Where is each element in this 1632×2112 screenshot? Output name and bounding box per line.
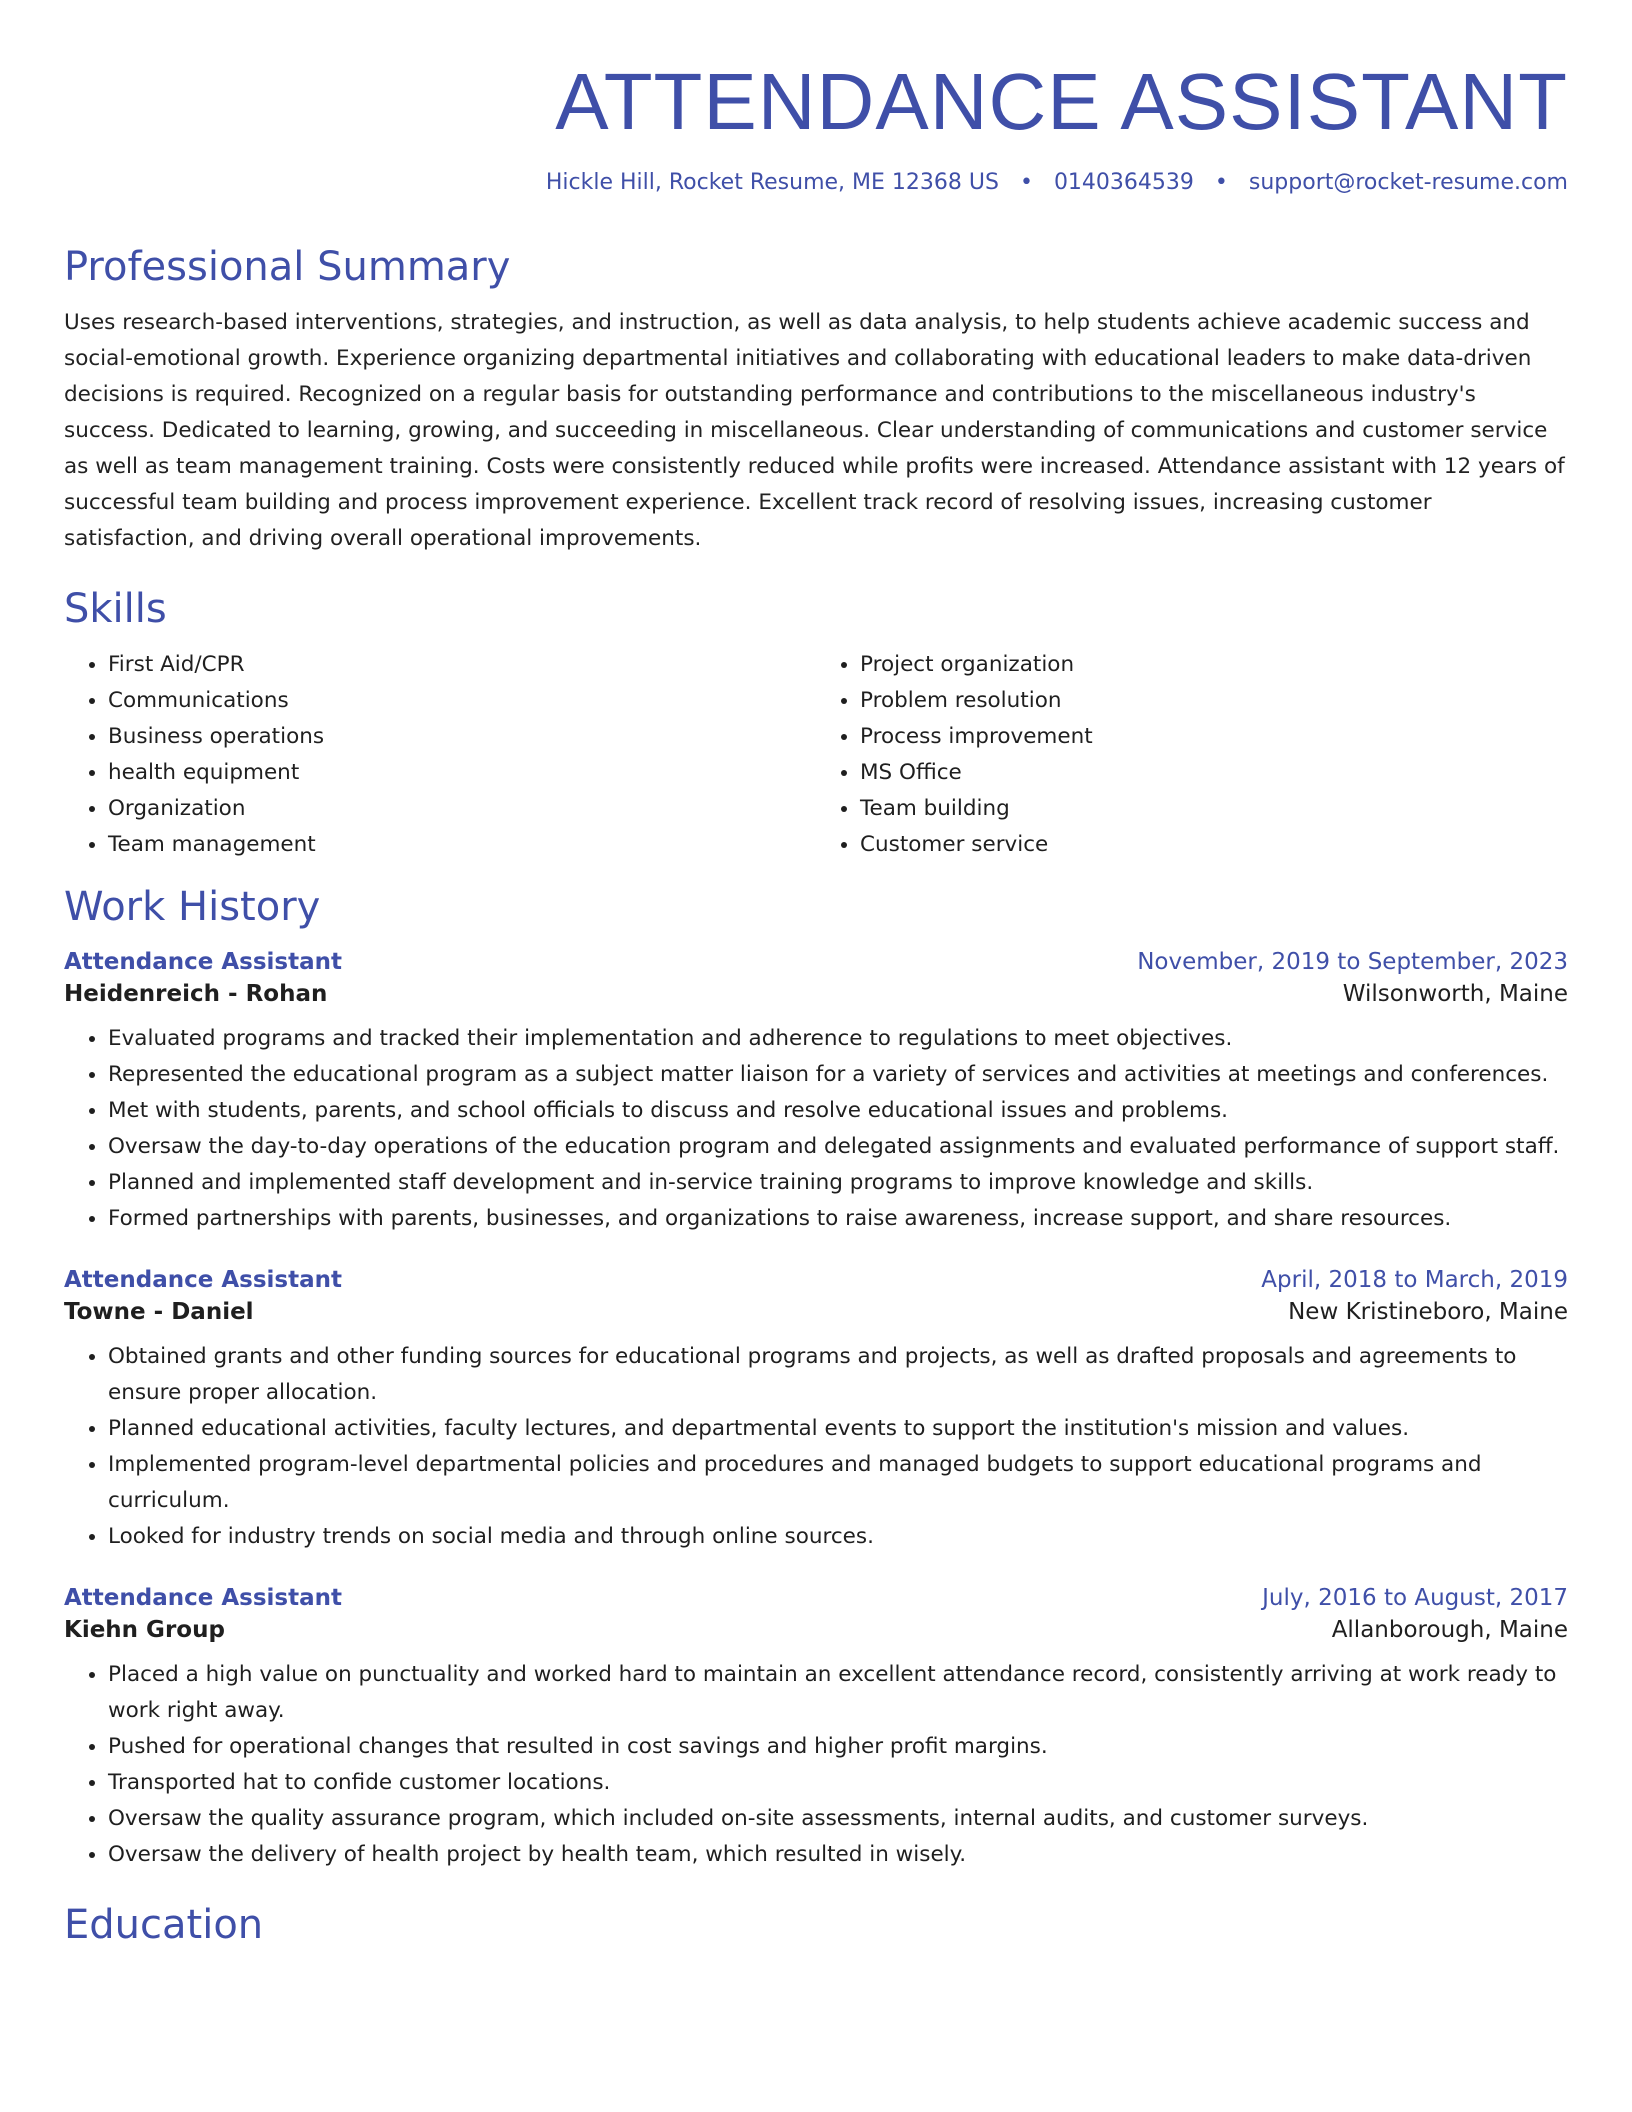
job-bullet: • Implemented program-level departmental policies and procedures and managed budgets to support educational programs and curriculum. [108,1447,1568,1519]
resume-name: ATTENDANCE ASSISTANT [555,57,1568,146]
job-bullet: • Oversaw the day-to-day operations of the education program and delegated assignments and evaluated performance of support staff. [108,1129,1568,1165]
skill-item: • Process improvement [860,719,1568,755]
section-title-skills: Skills [64,586,167,632]
section-title-work-history: Work History [64,884,321,930]
job-title: Attendance Assistant [64,1585,342,1611]
contact-separator: • [1019,170,1033,195]
skills-column-right [816,647,1568,863]
job-bullet: • Placed a high value on punctuality and worked hard to maintain an excellent attendance record, consistently arriving at work ready to work right away. [108,1657,1568,1729]
skill-item: • Customer service [860,827,1568,863]
skill-item: • Project organization [860,647,1568,683]
job-dates: April, 2018 to March, 2019 [1261,1267,1568,1293]
skills-column-left [64,647,816,863]
job-company: Towne - Daniel [64,1299,254,1325]
skill-item: • Organization [108,791,816,827]
job-entry [64,949,1568,1237]
job-bullet: • Met with students, parents, and school officials to discuss and resolve educational issues and problems. [108,1093,1568,1129]
skill-item: • MS Office [860,755,1568,791]
job-entry [64,1267,1568,1555]
skill-item: • Problem resolution [860,683,1568,719]
job-dates: July, 2016 to August, 2017 [1262,1585,1568,1611]
job-location: Wilsonworth, Maine [1342,981,1568,1007]
job-company: Kiehn Group [64,1617,225,1643]
skill-item: • First Aid/CPR [108,647,816,683]
job-bullets [64,1021,1568,1237]
skill-item: • Team building [860,791,1568,827]
contact-line [64,170,1568,195]
job-company: Heidenreich - Rohan [64,981,328,1007]
job-bullet: • Obtained grants and other funding sources for educational programs and projects, as well as drafted proposals and agreements to ensure proper allocation. [108,1339,1568,1411]
job-bullet: • Oversaw the quality assurance program, which included on-site assessments, internal audits, and customer surveys. [108,1801,1568,1837]
job-location: Allanborough, Maine [1331,1617,1568,1643]
skill-item: • health equipment [108,755,816,791]
skill-item: • Communications [108,683,816,719]
skills-list [64,647,1568,863]
job-bullet: • Evaluated programs and tracked their implementation and adherence to regulations to meet objectives. [108,1021,1568,1057]
summary-text: Uses research-based interventions, strategies, and instruction, as well as data analysis, to help students achieve academic success and social-emotional growth. Experience organizing departmental initiatives and collaborating with educational leaders to make data-driven decisions is required. Recognized on a regular basis for outstanding performance and contributions to the miscellaneous industry's success. Dedicated to learning, growing, and succeeding in miscellaneous. Clear understanding of communications and customer service as well as team management training. Costs were consistently reduced while profits were increased. Attendance assistant with 12 years of successful team building and process improvement experience. Excellent track record of resolving issues, increasing customer satisfaction, and driving overall operational improvements. [64,310,1565,551]
skill-item: • Business operations [108,719,816,755]
job-bullet: • Planned educational activities, faculty lectures, and departmental events to support the institution's mission and values. [108,1411,1568,1447]
contact-separator: • [1214,170,1228,195]
job-bullet: • Oversaw the delivery of health project by health team, which resulted in wisely. [108,1837,1568,1873]
job-bullet: • Represented the educational program as a subject matter liaison for a variety of services and activities at meetings and conferences. [108,1057,1568,1093]
job-bullet: • Transported hat to confide customer locations. [108,1765,1568,1801]
contact-email: support@rocket-resume.com [1248,170,1568,195]
job-bullet: • Planned and implemented staff development and in-service training programs to improve knowledge and skills. [108,1165,1568,1201]
job-entry [64,1585,1568,1873]
job-location: New Kristineboro, Maine [1288,1299,1568,1325]
skill-item: • Team management [108,827,816,863]
section-title-education: Education [64,1902,264,1948]
job-bullet: • Formed partnerships with parents, businesses, and organizations to raise awareness, increase support, and share resources. [108,1201,1568,1237]
job-bullets [64,1339,1568,1555]
job-bullets [64,1657,1568,1873]
job-dates: November, 2019 to September, 2023 [1137,949,1568,975]
job-title: Attendance Assistant [64,1267,342,1293]
contact-address: Hickle Hill, Rocket Resume, ME 12368 US [545,170,999,195]
resume-page [64,0,1568,1949]
contact-phone: 0140364539 [1053,170,1194,195]
job-bullet: • Looked for industry trends on social media and through online sources. [108,1519,1568,1555]
job-title: Attendance Assistant [64,949,342,975]
section-title-summary: Professional Summary [64,244,511,290]
job-bullet: • Pushed for operational changes that resulted in cost savings and higher profit margins. [108,1729,1568,1765]
